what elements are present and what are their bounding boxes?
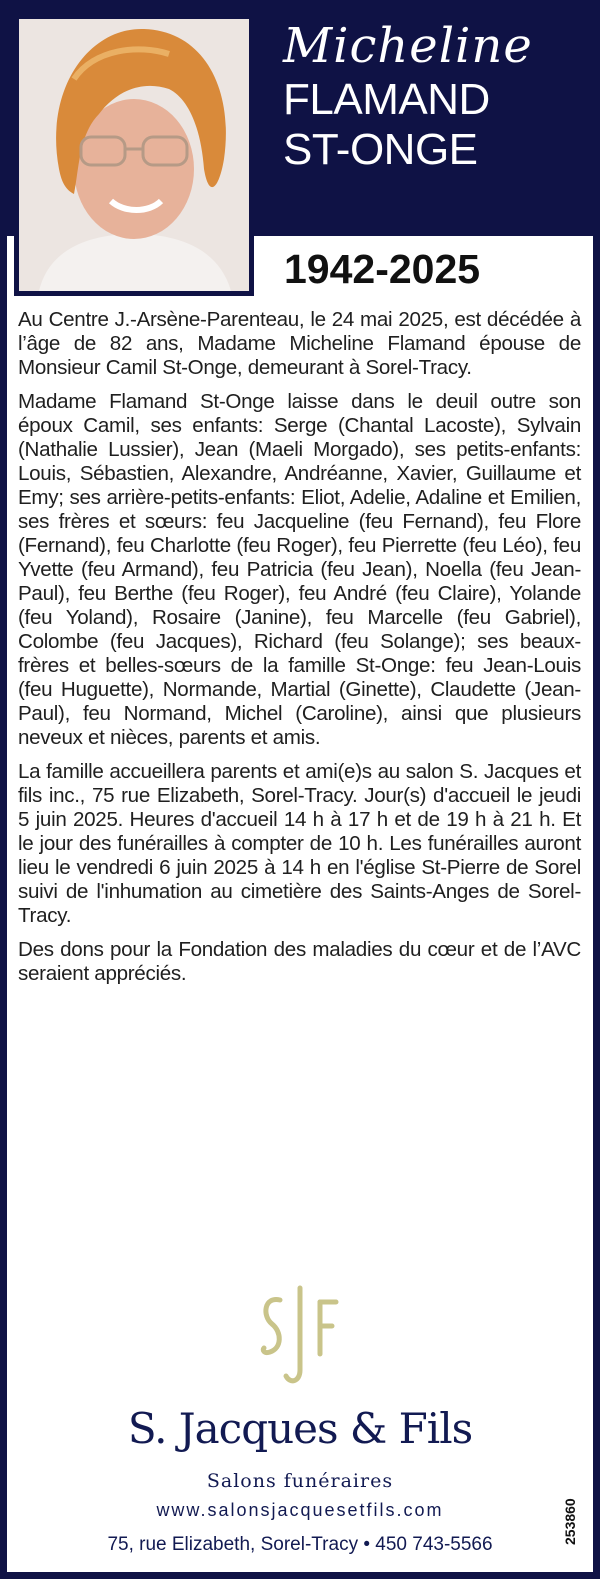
portrait-illustration [19, 19, 249, 291]
surname-line-2: ST-ONGE [283, 125, 478, 174]
obituary-paragraph: Au Centre J.-Arsène-Parenteau, le 24 mai 2025, est décédée à l’âge de 82 ans, Madame Micheline Flamand épouse de Monsieur Camil St-Onge, demeurant à Sorel-Tracy. [18, 308, 581, 379]
funeral-home-subtitle: Salons funéraires [206, 1470, 394, 1492]
obituary-paragraph: Madame Flamand St-Onge laisse dans le deuil outre son époux Camil, ses enfants: Serge (Chantal Lacoste), Sylvain (Nathalie Lussier), Jean (Maeli Morgado), ses petits-enfants: Louis, Sébastien, Alexandre, Andréanne, Xavier, Guillaume et Emy; ses arrière-petits-enfants: Eliot, Adelie, Adaline et Emilien, ses frères et sœurs: feu Jacqueline (feu Fernand), feu Flore (Fernand), feu Charlotte (feu Roger), feu Pierrette (feu Léo), feu Yvette (feu Armand), feu Patricia (feu Jean), Noella (feu Jean-Paul), feu Berthe (feu Roger), feu André (feu Claire), Yolande (feu Yoland), Rosaire (Janine), feu Marcelle (feu Gabriel), Colombe (feu Jacques), Richard (feu Solange); ses beaux-frères et belles-sœurs de la famille St-Onge: feu Jean-Louis (feu Huguette), Normande, Martial (Ginette), Claudette (Jean-Paul), feu Normand, Michel (Caroline), ainsi que plusieurs neveux et nièces, parents et amis. [18, 390, 581, 749]
ad-reference-number: 253860 [562, 1498, 578, 1545]
life-years: 1942-2025 [284, 246, 481, 292]
monogram-icon [258, 1282, 342, 1390]
obituary-paragraph: La famille accueillera parents et ami(e)s au salon S. Jacques et fils inc., 75 rue Elizabeth, Sorel-Tracy. Jour(s) d'accueil le jeudi 5 juin 2025. Heures d'accueil 14 h à 17 h et de 19 h à 21 h. Et le jour des funérailles à compter de 10 h. Les funérailles auront lieu le vendredi 6 juin 2025 à 14 h en l'église St-Pierre de Sorel suivi de l'inhumation au cimetière des Saints-Anges de Sorel-Tracy. [18, 760, 581, 927]
funeral-home-website[interactable]: www.salonsjacquesetfils.com [156, 1500, 444, 1520]
sjf-monogram-logo [258, 1282, 342, 1390]
surname-line-1: FLAMAND [283, 75, 490, 124]
given-name: Micheline [283, 18, 533, 74]
funeral-home-address: 75, rue Elizabeth, Sorel-Tracy • 450 743-5566 [107, 1534, 493, 1555]
portrait-photo [14, 14, 254, 296]
deceased-name-block [283, 20, 588, 172]
funeral-home-name: S. Jacques & Fils [127, 1404, 473, 1453]
obituary-body [18, 308, 581, 996]
obituary-paragraph: Des dons pour la Fondation des maladies du cœur et de l’AVC seraient appréciés. [18, 938, 581, 985]
